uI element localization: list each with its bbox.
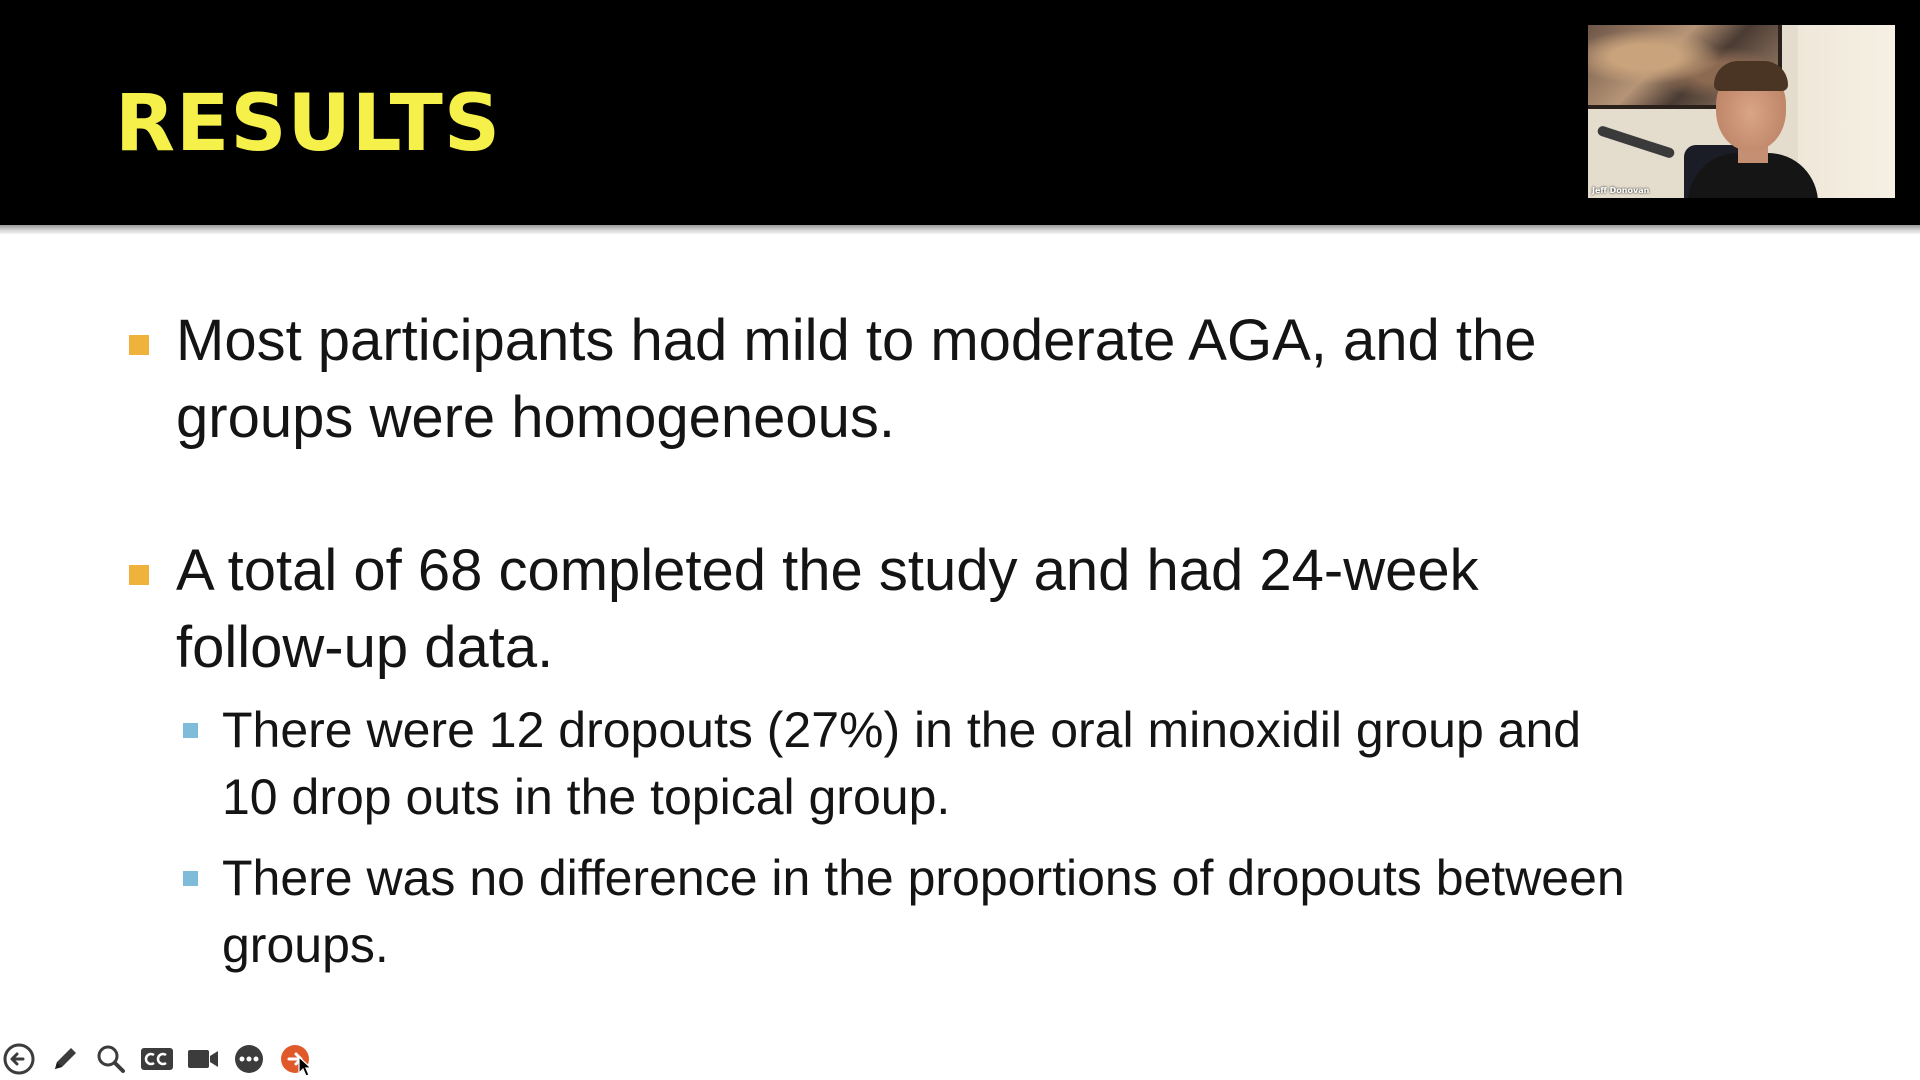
more-options-icon [233,1043,265,1075]
captions-button[interactable] [140,1042,174,1076]
mouse-cursor-icon [298,1056,312,1078]
title-divider [0,225,1920,234]
pen-button[interactable] [48,1042,82,1076]
video-camera-icon [186,1045,220,1073]
bullet-item: Most participants had mild to moderate AGA, and the groups were homogeneous. [176,302,1756,456]
bullet-item: A total of 68 completed the study and had 24-week follow-up data. [176,532,1756,686]
sub-bullet-item: There were 12 dropouts (27%) in the oral minoxidil group and 10 drop outs in the topical group. [222,697,1782,831]
pen-icon [49,1043,81,1075]
back-button[interactable] [2,1042,36,1076]
participant-name-label: Jeff Donovan [1592,186,1650,195]
bullet-marker [129,565,149,585]
bullet-marker [129,335,149,355]
sub-bullet-marker [183,723,198,738]
presentation-toolbar [2,1040,312,1078]
back-arrow-icon [3,1043,35,1075]
closed-captions-icon [140,1045,174,1073]
slide-title: RESULTS [115,79,502,169]
sub-bullet-item: There was no difference in the proportions of dropouts between groups. [222,845,1782,979]
presenter-webcam[interactable] [1588,25,1895,198]
zoom-icon [95,1043,127,1075]
camera-button[interactable] [186,1042,220,1076]
sub-bullet-marker [183,871,198,886]
zoom-button[interactable] [94,1042,128,1076]
more-options-button[interactable] [232,1042,266,1076]
